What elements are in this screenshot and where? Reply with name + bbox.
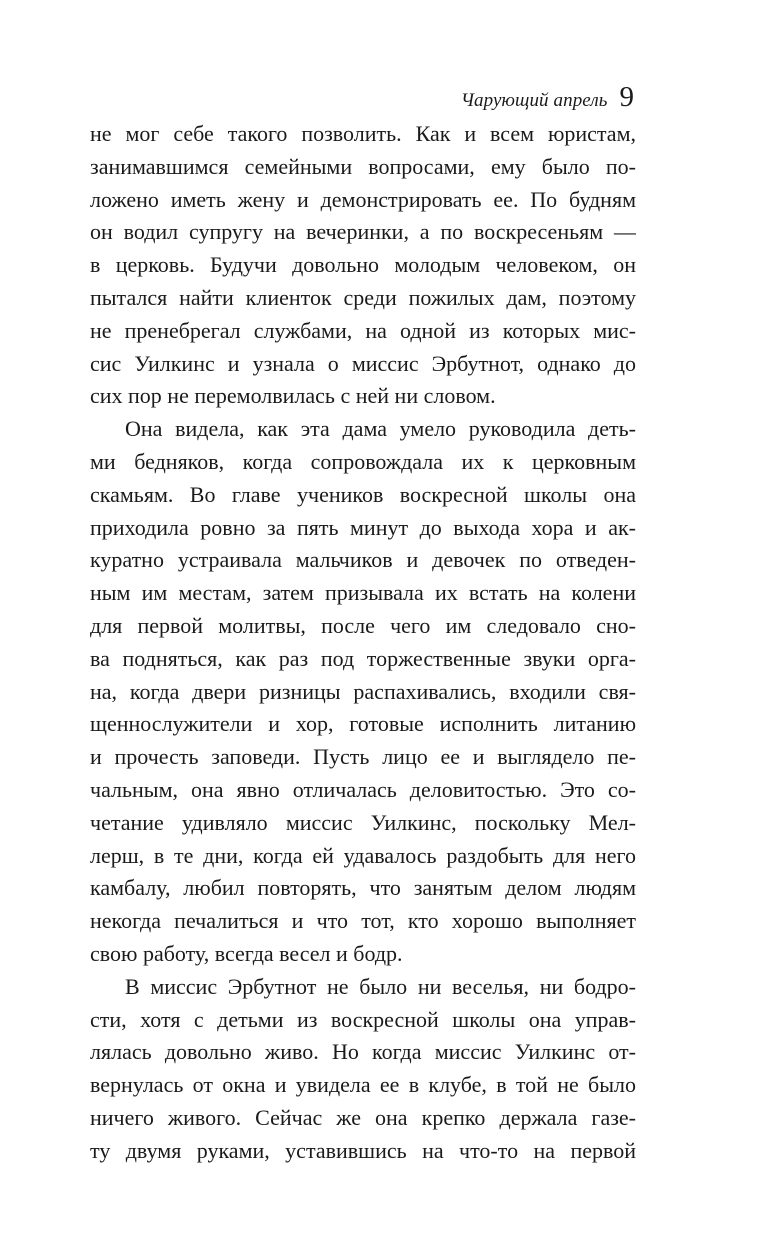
text-line: скамьям. Во главе учеников воскресной школы она <box>90 481 636 507</box>
text-line: ва подняться, как раз под торжественные звуки орга- <box>90 645 636 671</box>
text-line: пытался найти клиенток среди пожилых дам, поэтому <box>90 284 636 310</box>
text-line: приходила ровно за пять минут до выхода хора и ак- <box>90 514 636 540</box>
text-line: и прочесть заповеди. Пусть лицо ее и выглядело пе- <box>90 744 636 770</box>
text-line: некогда печалиться и что тот, кто хорошо выполняет <box>90 908 636 934</box>
paragraph-first-line: В миссис Эрбутнот не было ни веселья, ни бодро- <box>125 973 636 999</box>
text-line: чальным, она явно отличалась деловитостью. Это со- <box>90 776 636 802</box>
text-line: ложено иметь жену и демонстрировать ее. По будням <box>90 186 636 212</box>
text-line: в церковь. Будучи довольно молодым человеком, он <box>90 252 636 278</box>
paragraph-first-line: Она видела, как эта дама умело руководила деть- <box>125 416 636 442</box>
text-line: ми бедняков, когда сопровождала их к церковным <box>90 448 636 474</box>
text-line: сис Уилкинс и узнала о миссис Эрбутнот, однако до <box>90 350 636 376</box>
text-line: сти, хотя с детьми из воскресной школы она управ- <box>90 1006 636 1032</box>
text-line: для первой молитвы, после чего им следовало сно- <box>90 612 636 638</box>
text-line: ным им местам, затем призывала их встать на колени <box>90 580 636 606</box>
text-line: занимавшимся семейными вопросами, ему было по- <box>90 153 636 179</box>
text-line: сих пор не перемолвилась с ней ни словом. <box>90 383 496 409</box>
text-line: камбалу, любил повторять, что занятым делом людям <box>90 875 636 901</box>
text-line: свою работу, всегда весел и бодр. <box>90 940 403 966</box>
running-title: Чарующий апрель <box>460 90 608 111</box>
text-line: не пренебрегал службами, на одной из которых мис- <box>90 317 636 343</box>
text-line: щеннослужители и хор, готовые исполнить литанию <box>90 711 636 737</box>
page-number: 9 <box>619 81 634 113</box>
text-line: лялась довольно живо. Но когда миссис Уилкинс от- <box>90 1039 636 1065</box>
text-line: не мог себе такого позволить. Как и всем юристам, <box>90 121 636 146</box>
text-line: ничего живого. Сейчас же она крепко держала газе- <box>90 1104 636 1130</box>
text-line: ту двумя руками, уставившись на что-то на первой <box>90 1137 636 1163</box>
text-line: на, когда двери ризницы распахивались, входили свя- <box>90 678 636 704</box>
running-head <box>461 83 634 112</box>
text-line: лерш, в те дни, когда ей удавалось раздобыть для него <box>90 842 636 868</box>
text-line: четание удивляло миссис Уилкинс, поскольку Мел- <box>90 809 636 835</box>
body-text <box>90 118 636 1168</box>
text-line: он водил супругу на вечеринки, а по воскресеньям — <box>90 219 636 245</box>
text-line: вернулась от окна и увидела ее в клубе, в той не было <box>90 1072 636 1098</box>
text-line: куратно устраивала мальчиков и девочек по отведен- <box>90 547 636 573</box>
